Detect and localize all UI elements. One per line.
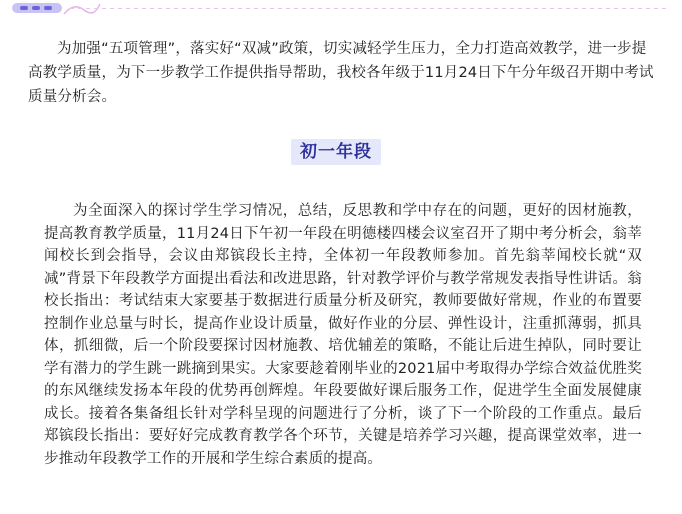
banner-bar-decoration	[32, 6, 40, 10]
banner-bar-decoration	[20, 6, 28, 10]
banner-dashed-line	[70, 8, 670, 9]
section-body-paragraph: 为全面深入的探讨学生学习情况，总结，反思教和学中存在的问题，更好的因材施教，提高教育教学质量，11月24日下午初一年段在明德楼四楼会议室召开了期中考分析会，翁莘闻校长到会指导，会议由郑镔段长主持，全体初一年段教师参加。首先翁莘闻校长就“双减”背景下年段教学方面提出看法和改进思路，针对教学评价与教学常规发表指导性讲话。翁校长指出：考试结束大家要基于数据进行质量分析及研究，教师要做好常规，作业的布置要控制作业总量与时长，提高作业设计质量，做好作业的分层、弹性设计，注重抓薄弱，抓具体，抓细微，后一个阶段要探讨因材施教、培优辅差的策略，不能让后进生掉队，同时要让学有潜力的学生跳一跳摘到果实。大家要趁着刚毕业的2021届中考取得办学综合效益优胜奖的东风继续发扬本年段的优势再创辉煌。年段要做好课后服务工作，促进学生全面发展健康成长。接着各集备组长针对学科呈现的问题进行了分析，谈了下一个阶段的工作重点。最后郑镔段长指出：要好好完成教育教学各个环节，关键是培养学习兴趣，提高课堂效率，进一步推动年段教学工作的开展和学生综合素质的提高。	[44, 203, 642, 467]
banner-pill-decoration	[12, 3, 62, 13]
decorative-header-banner	[0, 0, 682, 22]
banner-bar-decoration	[44, 6, 52, 10]
intro-paragraph: 为加强“五项管理”，落实好“双减”政策，切实减轻学生压力，全力打造高效教学，进一步提高教学质量，为下一步教学工作提供指导帮助，我校各年级于11月24日下午分年级召开期中考试质量分析会。	[28, 41, 654, 105]
section-title: 初一年段	[291, 139, 381, 165]
